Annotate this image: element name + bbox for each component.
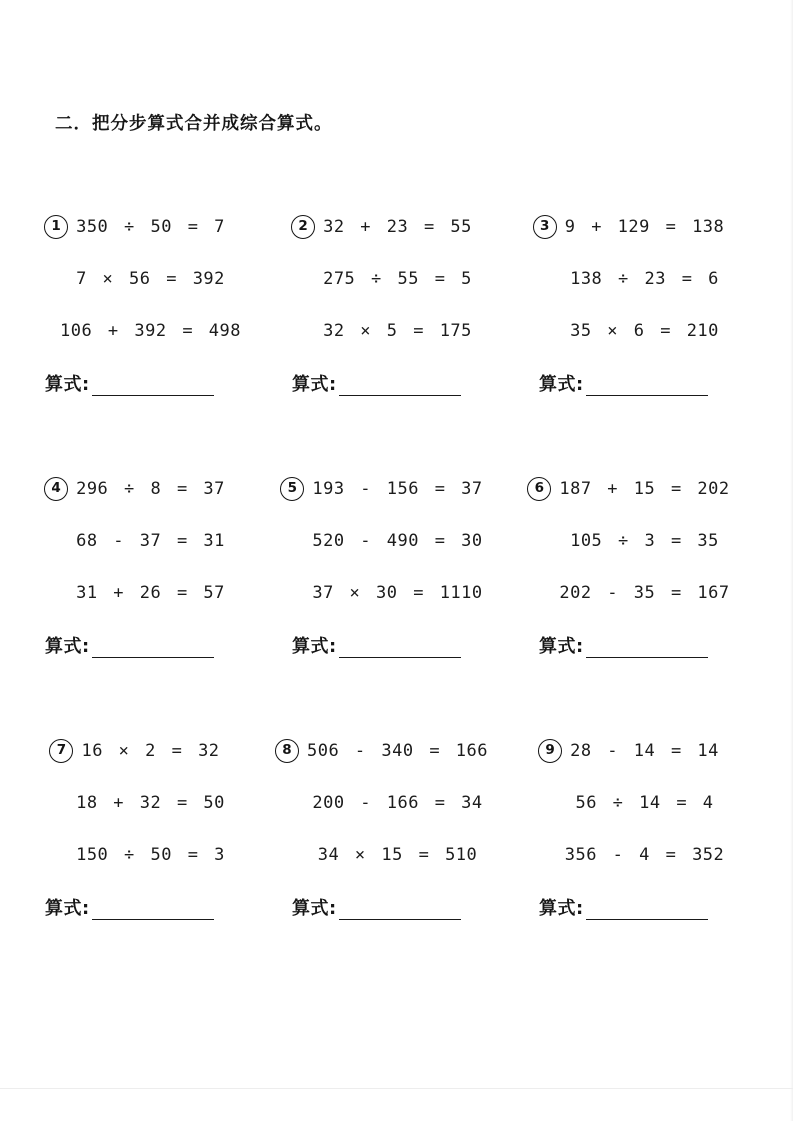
problem-number: 3 [540, 218, 550, 235]
problem-card-3 [521, 201, 768, 409]
step-row [27, 567, 274, 619]
step-row [274, 725, 521, 777]
step-row [27, 725, 274, 777]
answer-blank[interactable] [339, 381, 461, 396]
problem-number-badge [280, 477, 304, 501]
answer-blank[interactable] [586, 381, 708, 396]
answer-row [27, 619, 274, 671]
equation: 105 ÷ 3 = 35 [570, 531, 719, 551]
answer-row [27, 881, 274, 933]
equation: 200 - 166 = 34 [312, 793, 483, 813]
equation: 506 - 340 = 166 [306, 741, 489, 761]
step-row [274, 777, 521, 829]
step-row [274, 515, 521, 567]
equation: 106 + 392 = 498 [59, 321, 242, 341]
answer-label: 算式: [45, 898, 90, 919]
equation: 32 × 5 = 175 [323, 321, 472, 341]
answer-blank[interactable] [339, 643, 461, 658]
problem-number-badge [533, 215, 557, 239]
equation: 202 - 35 = 167 [559, 583, 730, 603]
problem-card-7 [27, 725, 274, 933]
answer-label: 算式: [539, 898, 584, 919]
answer-blank[interactable] [92, 643, 214, 658]
problem-card-5 [274, 463, 521, 671]
problem-number: 7 [56, 742, 67, 759]
problem-number: 5 [287, 480, 298, 497]
answer-blank[interactable] [586, 643, 708, 658]
answer-label: 算式: [539, 636, 584, 657]
problem-number: 9 [545, 742, 555, 759]
answer-blank[interactable] [92, 905, 214, 920]
problem-number: 2 [298, 218, 308, 235]
equation: 138 ÷ 23 = 6 [570, 269, 719, 289]
problem-number-badge [44, 215, 68, 239]
step-row [27, 777, 274, 829]
problem-number-badge [291, 215, 315, 239]
answer-row [521, 357, 768, 409]
equation: 9 + 129 = 138 [564, 217, 725, 237]
problem-card-8 [274, 725, 521, 933]
answer-row [521, 619, 768, 671]
step-row [27, 829, 274, 881]
equation: 35 × 6 = 210 [570, 321, 719, 341]
equation: 7 × 56 = 392 [76, 269, 225, 289]
equation: 31 + 26 = 57 [76, 583, 225, 603]
step-row [521, 201, 768, 253]
problem-number: 1 [51, 218, 61, 235]
step-row [521, 253, 768, 305]
section-title: 二．把分步算式合并成综合算式。 [55, 114, 333, 134]
problem-card-4 [27, 463, 274, 671]
problem-number: 6 [534, 480, 545, 497]
step-row [274, 829, 521, 881]
problem-number-badge [275, 739, 299, 763]
equation: 34 × 15 = 510 [317, 845, 478, 865]
step-row [274, 201, 521, 253]
answer-label: 算式: [539, 374, 584, 395]
problem-number: 8 [282, 742, 292, 759]
step-row [521, 777, 768, 829]
answer-row [521, 881, 768, 933]
equation: 350 ÷ 50 = 7 [76, 217, 225, 237]
answer-label: 算式: [45, 374, 90, 395]
problem-number-badge [538, 739, 562, 763]
answer-blank[interactable] [586, 905, 708, 920]
step-row [521, 463, 768, 515]
answer-row [274, 881, 521, 933]
equation: 356 - 4 = 352 [564, 845, 725, 865]
equation: 296 ÷ 8 = 37 [76, 479, 225, 499]
step-row [27, 305, 274, 357]
answer-label: 算式: [292, 898, 337, 919]
step-row [521, 829, 768, 881]
problem-card-9 [521, 725, 768, 933]
problem-number-badge [527, 477, 551, 501]
step-row [521, 305, 768, 357]
step-row [274, 253, 521, 305]
step-row [521, 567, 768, 619]
step-row [27, 201, 274, 253]
answer-label: 算式: [292, 374, 337, 395]
problem-number-badge [49, 739, 73, 763]
step-row [274, 567, 521, 619]
answer-blank[interactable] [92, 381, 214, 396]
answer-blank[interactable] [339, 905, 461, 920]
equation: 68 - 37 = 31 [76, 531, 225, 551]
problem-number-badge [44, 477, 68, 501]
answer-label: 算式: [45, 636, 90, 657]
step-row [27, 463, 274, 515]
equation: 28 - 14 = 14 [570, 741, 719, 761]
step-row [27, 253, 274, 305]
step-row [274, 305, 521, 357]
answer-label: 算式: [292, 636, 337, 657]
answer-row [27, 357, 274, 409]
problem-card-6 [521, 463, 768, 671]
step-row [521, 725, 768, 777]
answer-row [274, 619, 521, 671]
answer-row [274, 357, 521, 409]
problem-card-2 [274, 201, 521, 409]
step-row [521, 515, 768, 567]
equation: 193 - 156 = 37 [312, 479, 483, 499]
step-row [27, 515, 274, 567]
problem-card-1 [27, 201, 274, 409]
problem-number: 4 [51, 480, 61, 497]
equation: 56 ÷ 14 = 4 [575, 793, 714, 813]
problems-grid [27, 201, 768, 933]
equation: 150 ÷ 50 = 3 [76, 845, 225, 865]
page-edge-shadow-bottom [0, 1088, 793, 1089]
equation: 37 × 30 = 1110 [312, 583, 483, 603]
equation: 32 + 23 = 55 [323, 217, 472, 237]
equation: 16 × 2 = 32 [81, 741, 220, 761]
equation: 520 - 490 = 30 [312, 531, 483, 551]
equation: 18 + 32 = 50 [76, 793, 225, 813]
equation: 275 ÷ 55 = 5 [323, 269, 472, 289]
step-row [274, 463, 521, 515]
equation: 187 + 15 = 202 [559, 479, 730, 499]
